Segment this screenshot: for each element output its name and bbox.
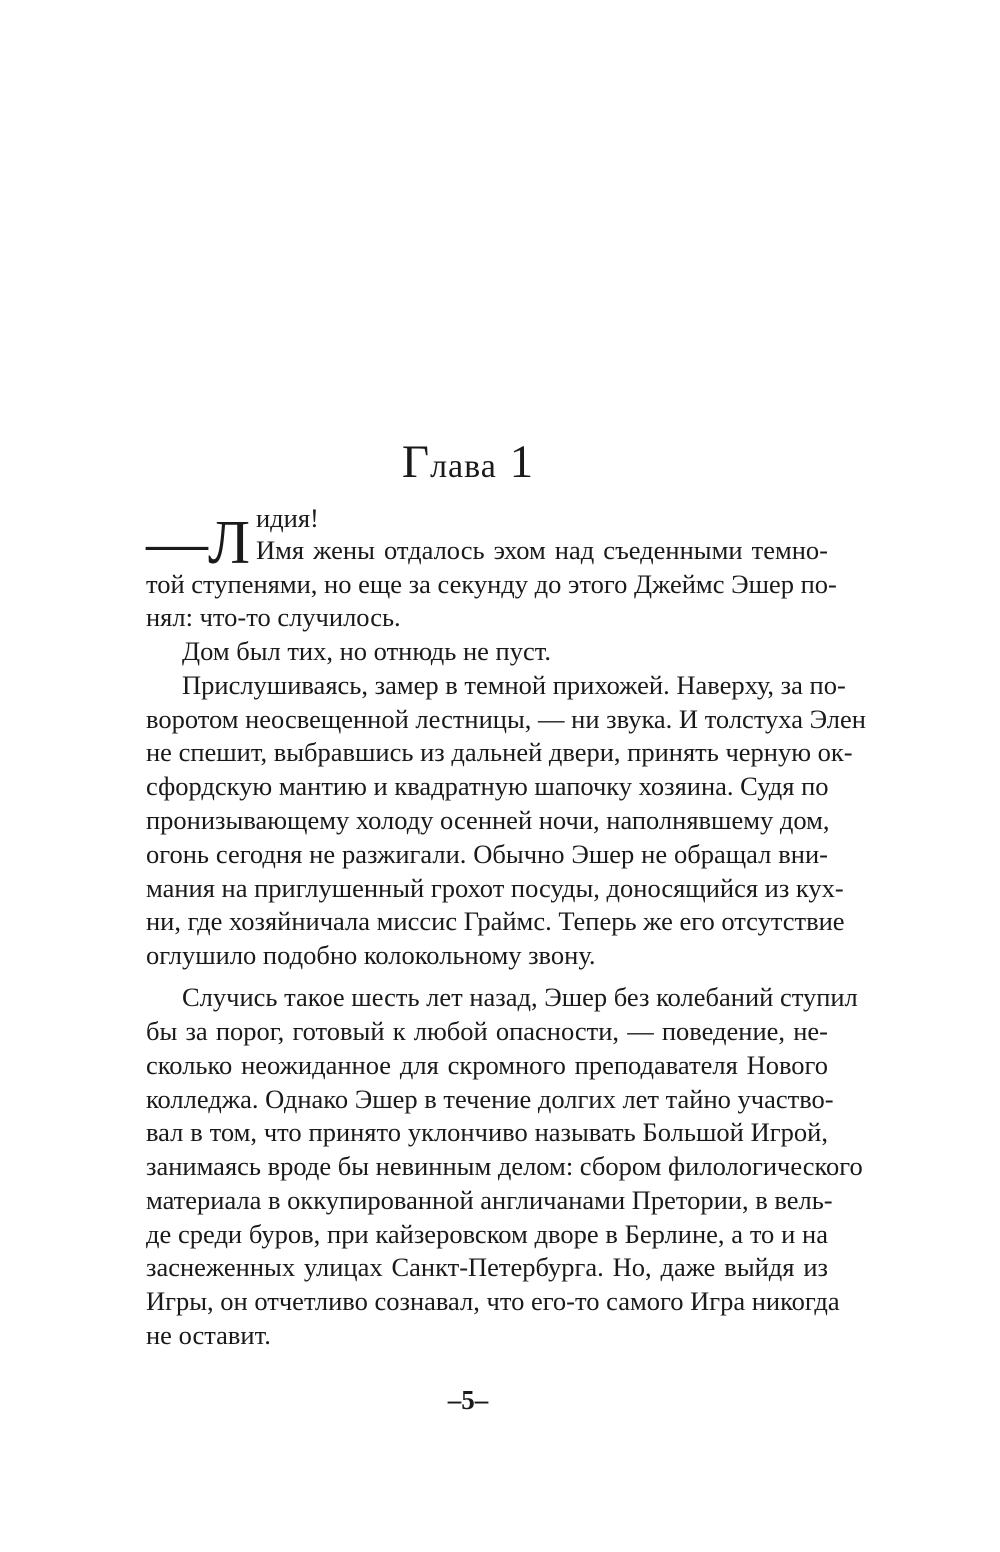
chapter-title-initial: Г bbox=[401, 436, 431, 488]
chapter-number: 1 bbox=[509, 436, 535, 488]
text-line: воротом неосвещенной лестницы, — ни звука. И толстуха Элен bbox=[146, 704, 866, 734]
text-line: колледжа. Однако Эшер в течение долгих лет тайно участво- bbox=[146, 1084, 834, 1114]
text-line: оглушило подобно колокольному звону. bbox=[146, 940, 596, 970]
text-line: Имя жены отдалось эхом над съеденными темно- bbox=[256, 535, 828, 565]
text-line: вал в том, что принято уклончиво называть Большой Игрой, bbox=[146, 1117, 828, 1147]
text-line: де среди буров, при кайзеровском дворе в Берлине, а то и на bbox=[146, 1219, 828, 1249]
text-line: заснеженных улицах Санкт-Петербурга. Но, даже выйдя из bbox=[146, 1252, 828, 1282]
text-line: не спешит, выбравшись из дальней двери, принять черную ок- bbox=[146, 737, 853, 767]
page-number: –5– bbox=[447, 1385, 489, 1415]
text-line: материала в оккупированной англичанами Претории, в вель- bbox=[146, 1185, 833, 1215]
text-line: той ступенями, но еще за секунду до этого Джеймс Эшер по- bbox=[146, 569, 837, 599]
text-line: Дом был тих, но отнюдь не пуст. bbox=[182, 636, 551, 666]
drop-cap-letter: Л bbox=[208, 509, 251, 577]
text-line: сфордскую мантию и квадратную шапочку хозяина. Судя по bbox=[146, 771, 829, 801]
text-line: бы за порог, готовый к любой опасности, — поведение, не- bbox=[146, 1016, 828, 1046]
text-line: Случись такое шесть лет назад, Эшер без колебаний ступил bbox=[182, 982, 858, 1012]
text-line: занимаясь вроде бы невинным делом: сбором филологического bbox=[146, 1151, 863, 1181]
text-line: сколько неожиданное для скромного преподавателя Нового bbox=[146, 1050, 828, 1080]
chapter-title bbox=[0, 432, 936, 497]
text-line: не оставит. bbox=[146, 1320, 271, 1350]
text-line: Прислушиваясь, замер в темной прихожей. Наверху, за по- bbox=[182, 670, 846, 700]
text-line: мания на приглушенный грохот посуды, доносящийся из кух- bbox=[146, 873, 844, 903]
drop-cap-dash: — bbox=[146, 509, 208, 577]
text-line: огонь сегодня не разжигали. Обычно Эшер не обращал вни- bbox=[146, 839, 828, 869]
chapter-title-rest: лава bbox=[430, 448, 497, 485]
text-line: Игры, он отчетливо сознавал, что его-то самого Игра никогда bbox=[146, 1286, 840, 1316]
text-line: пронизывающему холоду осенней ночи, наполнявшему дом, bbox=[146, 805, 830, 835]
text-line: нял: что-то случилось. bbox=[146, 602, 401, 632]
drop-cap-continuation: идия! bbox=[256, 503, 319, 533]
text-line: ни, где хозяйничала миссис Граймс. Теперь же его отсутствие bbox=[146, 906, 845, 936]
